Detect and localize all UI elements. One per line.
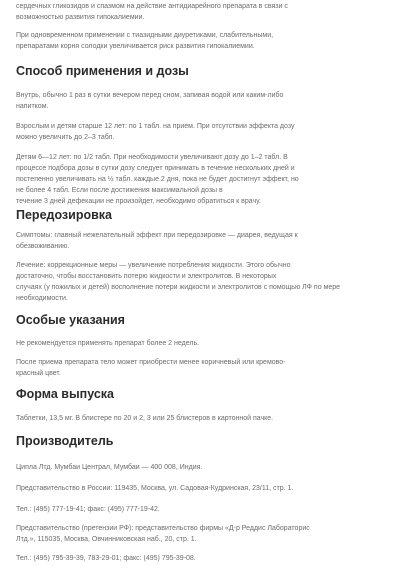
- section-title-dosage: Способ применения и дозы: [16, 64, 189, 78]
- overdose-line: случаях (у пожилых и детей) восполнение потери жидкости и электролитов с помощью ЛФ по мере: [16, 284, 341, 291]
- dosage-line: Внутрь, обычно 1 раз в сутки вечером перед сном, запивая водой или каким-либо: [16, 92, 284, 99]
- section-title-special-notes: Особые указания: [16, 313, 125, 327]
- intro-line: возможностью развития гипокалиемии.: [16, 14, 145, 21]
- notes-line: После приема препарата тело может приобрести менее коричневый или кремово-: [16, 359, 286, 366]
- section-title-overdose: Передозировка: [16, 208, 112, 222]
- overdose-line: Лечение: коррекционные меры — увеличение потребления жидкости. Этого обычно: [16, 262, 291, 269]
- manufacturer-line: Тел.: (495) 777-19-41; факс: (495) 777-19-42.: [16, 506, 160, 513]
- dosage-line: напитком.: [16, 103, 49, 110]
- dosage-line: можно увеличить до 2–3 табл.: [16, 134, 115, 141]
- release-form-line: Таблетки, 13,5 мг. В блистере по 20 и 2, 3 или 25 блистеров в картонной пачке.: [16, 415, 274, 422]
- overdose-line: обезвоживанию.: [16, 243, 70, 250]
- dosage-line: постепенно увеличивать на ½ табл. каждые 2 дня, пока не будет достигнут эффект, но: [16, 176, 299, 183]
- dosage-line: не более 4 табл. Если после достижения максимальной дозы в: [16, 187, 223, 194]
- overdose-line: Симптомы: главный нежелательный эффект при передозировке — диарея, ведущая к: [16, 232, 298, 239]
- dosage-line: Взрослым и детям старше 12 лет: по 1 табл. на прием. При отсутствии эффекта дозу: [16, 123, 295, 130]
- dosage-line: Детям 6—12 лет: по 1/2 табл. При необходимости увеличивают дозу до 1–2 табл. В: [16, 154, 288, 161]
- manufacturer-line: Ципла Лтд. Мумбаи Централ, Мумбаи — 400 008, Индия.: [16, 464, 203, 471]
- manufacturer-line: Тел.: (495) 795-39-39, 783-29-01; факс: (495) 795-39-08.: [16, 555, 196, 562]
- intro-line: препаратами корня солодки увеличивается риск развития гипокалиемии.: [16, 43, 255, 50]
- notes-line: Не рекомендуется применять препарат более 2 недель.: [16, 340, 200, 347]
- section-title-release-form: Форма выпуска: [16, 387, 114, 401]
- manufacturer-line: Лтд.», 115035, Москва, Овчинниковская наб., 20, стр. 1.: [16, 536, 197, 543]
- overdose-line: необходимости.: [16, 295, 68, 302]
- intro-line: При одновременном применении с тиазидными диуретиками, слабительными,: [16, 32, 274, 39]
- dosage-line: течение 3 дней дефекации не произойдет, необходимо обратиться к врачу.: [16, 198, 261, 205]
- dosage-line: процессе подбора дозы в сутки дозу следует принимать в течение нескольких дней и: [16, 165, 295, 172]
- intro-line: сердечных гликозидов и спазмом на действие антидиарейного препарата в связи с: [16, 3, 288, 10]
- overdose-line: достаточно, чтобы восстановить потерю жидкости и электролитов. В некоторых: [16, 273, 277, 280]
- notes-line: красный цвет.: [16, 370, 61, 377]
- manufacturer-line: Представительство в России: 119435, Москва, ул. Садовая-Кудринская, 23/11, стр. 1.: [16, 485, 294, 492]
- manufacturer-line: Представительство (претензии РФ): представительство фирмы «Д-р Реддис Лабораторис: [16, 525, 310, 532]
- section-title-manufacturer: Производитель: [16, 434, 114, 448]
